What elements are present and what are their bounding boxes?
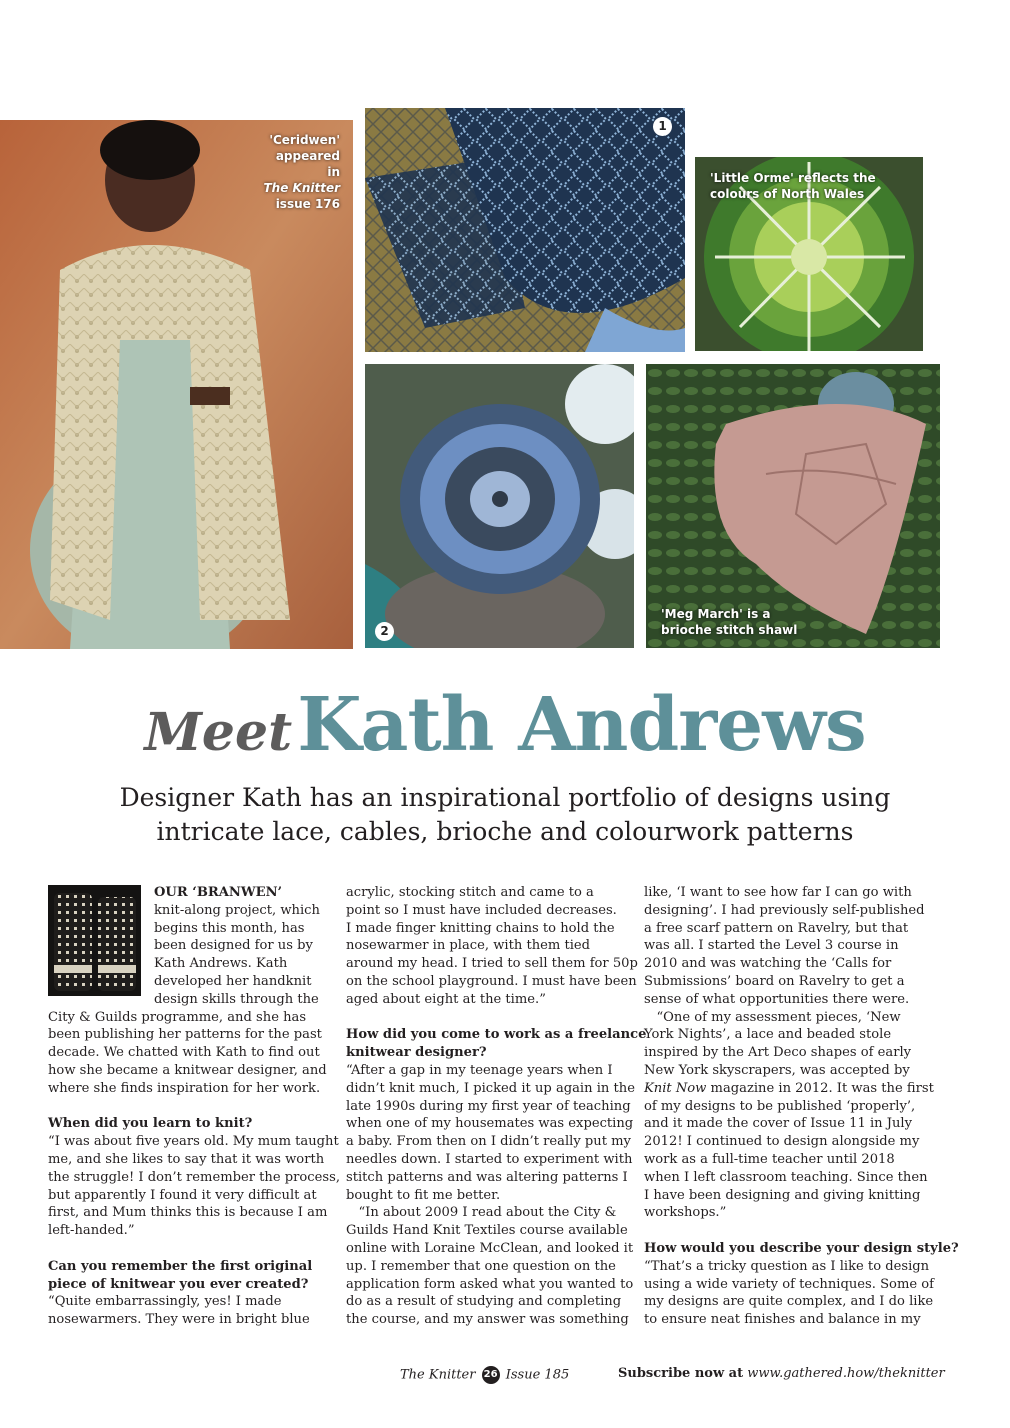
magazine-title: Knit Now	[644, 1080, 707, 1096]
answer-line: a baby. From then on I didn’t really put my	[346, 1134, 631, 1150]
question-heading: How would you describe your design style?	[644, 1240, 959, 1256]
answer-line: of my designs to be published ‘properly’,	[644, 1098, 916, 1114]
question-heading: piece of knitwear you ever created?	[48, 1276, 309, 1292]
answer-line: on the school playground. I must have been	[346, 973, 637, 989]
standfirst-line-2: intricate lace, cables, brioche and colourwork patterns	[156, 817, 854, 846]
question-heading: Can you remember the first original	[48, 1258, 313, 1274]
answer-line: nosewarmers. They were in bright blue	[48, 1312, 310, 1328]
answer-line: was all. I started the Level 3 course in	[644, 938, 899, 954]
answer-line: “I was about five years old. My mum taught	[48, 1134, 339, 1150]
answer-line: online with Loraine McClean, and looked it	[346, 1240, 634, 1256]
photo-shawl-blue	[365, 108, 685, 352]
intro-line: design skills through the	[154, 991, 319, 1007]
answer-line: to ensure neat finishes and balance in my	[644, 1312, 921, 1328]
article-column-3	[644, 884, 959, 1329]
answer-line: “That’s a tricky question as I like to design	[644, 1258, 930, 1274]
question-heading: When did you learn to knit?	[48, 1116, 253, 1132]
intro-line: decade. We chatted with Kath to find out	[48, 1045, 320, 1061]
answer-line: “Quite embarrassingly, yes! I made	[48, 1294, 282, 1310]
answer-line: sense of what opportunities there were.	[644, 991, 910, 1007]
answer-line: New York skyscrapers, was accepted by	[644, 1062, 910, 1078]
answer-line: Submissions’ board on Ravelry to get a	[644, 973, 905, 989]
answer-line: acrylic, stocking stitch and came to a	[346, 885, 594, 900]
page-number: 26	[482, 1366, 500, 1384]
answer-line: needles down. I started to experiment with	[346, 1151, 633, 1167]
answer-line: application form asked what you wanted to	[346, 1276, 634, 1292]
intro-line: knit-along project, which	[154, 902, 320, 918]
answer-line: my designs are quite complex, and I do like	[644, 1294, 934, 1310]
footer-magazine: The Knitter	[400, 1367, 476, 1383]
intro-line: where she finds inspiration for her work.	[48, 1080, 321, 1096]
answer-line: a free scarf pattern on Ravelry, but that	[644, 920, 909, 936]
answer-line: 2010 and was watching the ‘Calls for	[644, 956, 892, 972]
answer-line: “After a gap in my teenage years when I	[346, 1062, 613, 1078]
answer-line: when I left classroom teaching. Since then	[644, 1169, 928, 1185]
answer-line: but apparently I found it very difficult at	[48, 1187, 317, 1203]
caption-meg-march: 'Meg March' is a brioche stitch shawl	[661, 607, 798, 637]
answer-line: bought to fit me better.	[346, 1187, 501, 1203]
answer-line: I have been designing and giving knitting	[644, 1187, 921, 1203]
page-footer	[0, 1366, 1010, 1386]
intro-line: Kath Andrews. Kath	[154, 956, 288, 972]
answer-line: like, ‘I want to see how far I can go with	[644, 885, 912, 900]
article-column-2	[346, 884, 647, 1329]
answer-line: when one of my housemates was expecting	[346, 1116, 634, 1132]
answer-line: do as a result of studying and completing	[346, 1294, 622, 1310]
headline-name: Kath Andrews	[297, 682, 866, 768]
photo-hat-blue	[365, 364, 634, 648]
answer-line: workshops.”	[644, 1205, 727, 1221]
footer-subscribe	[618, 1366, 945, 1381]
answer-line: York Nights’, a lace and beaded stole	[644, 1027, 892, 1043]
answer-line: point so I must have included decreases.	[346, 902, 617, 918]
caption-ceridwen: 'Ceridwen' appeared in The Knitter issue 176	[263, 133, 340, 211]
subscribe-url[interactable]: www.gathered.how/theknitter	[747, 1366, 945, 1381]
answer-line: up. I remember that one question on the	[346, 1258, 616, 1274]
answer-line: left-handed.”	[48, 1223, 135, 1239]
answer-line: and it made the cover of Issue 11 in July	[644, 1116, 913, 1132]
intro-line: been designed for us by	[154, 938, 313, 954]
answer-line: “In about 2009 I read about the City &	[346, 1205, 617, 1221]
answer-line: I made finger knitting chains to hold the	[346, 920, 615, 936]
intro-line: begins this month, has	[154, 920, 305, 936]
intro-line: been publishing her patterns for the past	[48, 1027, 322, 1043]
article-headline	[0, 682, 1010, 768]
question-heading: How did you come to work as a freelance	[346, 1027, 647, 1043]
answer-line: “One of my assessment pieces, ‘New	[644, 1009, 901, 1025]
answer-line: first, and Mum thinks this is because I am	[48, 1205, 328, 1221]
answer-line: Guilds Hand Knit Textiles course available	[346, 1223, 628, 1239]
intro-line: City & Guilds programme, and she has	[48, 1009, 307, 1025]
answer-line: aged about eight at the time.”	[346, 991, 546, 1007]
answer-line: the struggle! I don’t remember the process,	[48, 1169, 340, 1185]
answer-line: Knit Now magazine in 2012. It was the first	[644, 1080, 934, 1096]
answer-line: designing’. I had previously self-published	[644, 902, 925, 918]
footer-issue	[400, 1366, 569, 1384]
footer-issue-number: Issue 185	[505, 1367, 570, 1383]
answer-line: using a wide variety of techniques. Some of	[644, 1276, 934, 1292]
answer-line: around my head. I tried to sell them for 50p	[346, 956, 638, 972]
answer-line: nosewarmer in place, with them tied	[346, 938, 591, 954]
answer-line: inspired by the Art Deco shapes of early	[644, 1045, 912, 1061]
photo-number-badge: 1	[653, 117, 672, 136]
article-column-1	[48, 884, 340, 1329]
answer-line: work as a full-time teacher until 2018	[644, 1151, 895, 1167]
subscribe-label: Subscribe now at	[618, 1366, 744, 1381]
caption-little-orme: 'Little Orme' reflects the colours of North Wales	[710, 171, 876, 201]
answer-line: stitch patterns and was altering patterns I	[346, 1169, 628, 1185]
answer-line: me, and she likes to say that it was worth	[48, 1151, 325, 1167]
intro-kicker: OUR ‘BRANWEN’	[154, 885, 283, 900]
intro-line: developed her handknit	[154, 973, 312, 989]
answer-line: the course, and my answer was something	[346, 1312, 629, 1328]
answer-line: 2012! I continued to design alongside my	[644, 1134, 920, 1150]
intro-line: how she became a knitwear designer, and	[48, 1062, 327, 1078]
headline-meet: Meet	[144, 702, 293, 763]
answer-line: didn’t knit much, I picked it up again in the	[346, 1080, 635, 1096]
answer-line: late 1990s during my first year of teaching	[346, 1098, 631, 1114]
question-heading: knitwear designer?	[346, 1045, 487, 1061]
standfirst-line-1: Designer Kath has an inspirational portfolio of designs using	[119, 783, 891, 812]
photo-number-badge: 2	[375, 622, 394, 641]
